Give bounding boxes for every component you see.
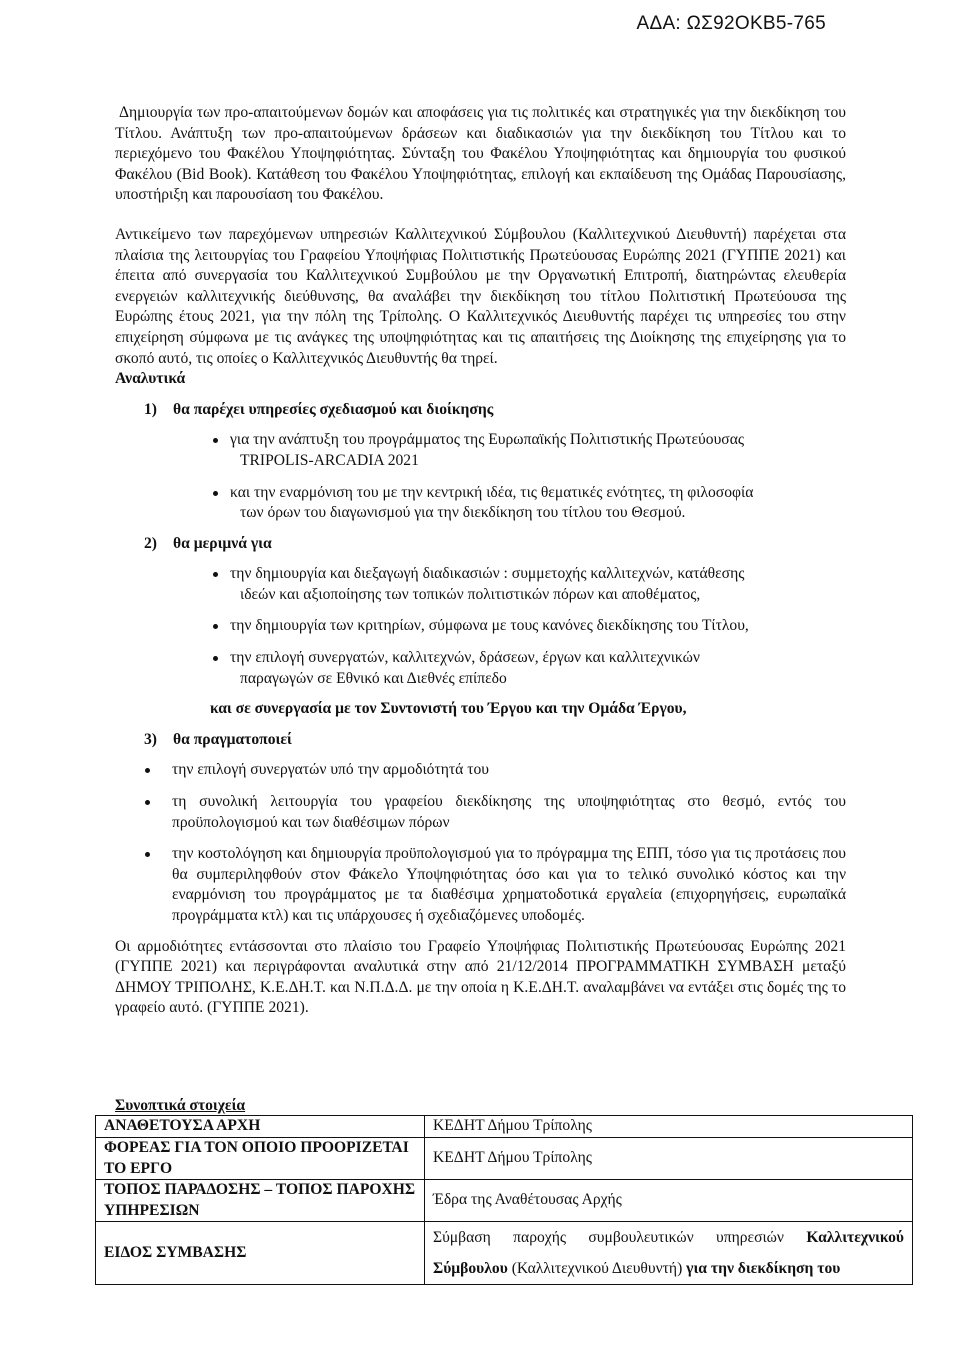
list-item: την επιλογή συνεργατών, καλλιτεχνών, δράσεων, έργων και καλλιτεχνικών παραγωγών σε Εθνικό και Διεθνές επίπεδο [115,648,846,689]
bullet-icon [213,491,218,496]
document-id-code: ΑΔΑ: ΩΣ92ΟΚΒ5-765 [636,13,826,34]
bullet-icon [145,768,150,773]
document-body [115,103,846,1019]
section-2 [115,534,846,720]
table-row [96,1138,913,1180]
row-value: Έδρα της Αναθέτουσας Αρχής [425,1180,913,1222]
list-item: την δημιουργία και διεξαγωγή διαδικασιών : συμμετοχής καλλιτεχνών, κατάθεσης ιδεών και αξιοποίησης των τοπικών πολιτιστικών πόρων και αποθέματος, [115,564,846,605]
list-item: την δημιουργία των κριτηρίων, σύμφωνα με τους κανόνες διεκδίκησης του Τίτλου, [115,616,846,637]
bullet-icon [213,572,218,577]
intro-paragraph: Δημιουργία των προ-απαιτούμενων δομών και αποφάσεις για τις πολιτικές και στρατηγικές για την διεκδίκηση του Τίτλου. Ανάπτυξη των προ-απαιτούμενων δράσεων και διαδικασιών για την διεκδίκηση του Τίτλου και το περιεχόμενο του Φακέλου Υποψηφιότητας. Σύνταξη του Φακέλου Υποψηφιότητας και δημιουργία του φυσικού Φακέλου (Bid Book). Κατάθεση του Φακέλου Υποψηφιότητας, επιλογή και εκπαίδευση της Ομάδας Παρουσίασης, υποστήριξη και παρουσίαση του Φακέλου. [115,104,846,204]
list-item: την επιλογή συνεργατών υπό την αρμοδιότητά του [115,760,846,781]
section-title: 2) θα μεριμνά για [115,534,846,555]
section-1 [115,400,846,524]
bullet-icon [213,438,218,443]
list-item: τη συνολική λειτουργία του γραφείου διεκδίκησης της υποψηφιότητας στο θεσμό, εντός του προϋπολογισμού και των διαθέσιμων πόρων [115,792,846,833]
row-value: ΚΕΔΗΤ Δήμου Τρίπολης [425,1138,913,1180]
section-number: 2) [144,534,157,552]
section-title: 1) θα παρέχει υπηρεσίες σχεδιασμού και διοίκησης [115,400,846,421]
table-row [96,1116,913,1138]
row-value: ΚΕΔΗΤ Δήμου Τρίπολης [425,1116,913,1138]
table-row [96,1222,913,1285]
summary-table [95,1115,913,1285]
section-number: 1) [144,400,157,418]
row-label: ΕΙΔΟΣ ΣΥΜΒΑΣΗΣ [96,1222,425,1285]
bullet-icon [213,624,218,629]
row-label: ΑΝΑΘΕΤΟΥΣΑ ΑΡΧΗ [96,1116,425,1138]
bullet-icon [145,852,150,857]
list-item: την κοστολόγηση και δημιουργία προϋπολογισμού για το πρόγραμμα της ΕΠΠ, τόσο για τις προτάσεις που θα συμπεριληφθούν στον Φάκελο Υποψηφιότητας όσο και για το τελικό συνολικό κόστος και την εναρμόνιση του προγράμματος με τα διαθέσιμα χρηματοδοτικά εργαλεία (επιχορηγήσεις, ευρωπαϊκά προγράμματα κτλ) και τις υπάρχουσες ή σχεδιαζόμενες υποδομές. [115,844,846,926]
list-item: και την εναρμόνιση του με την κεντρική ιδέα, τις θεματικές ενότητες, τη φιλοσοφία των όρων του διαγωνισμού για την διεκδίκηση του τίτλου του Θεσμού. [115,483,846,524]
row-label: ΦΟΡΕΑΣ ΓΙΑ ΤΟΝ ΟΠΟΙΟ ΠΡΟΟΡΙΖΕΤΑΙ ΤΟ ΕΡΓΟ [96,1138,425,1180]
section-title: 3) θα πραγματοποιεί [115,730,846,751]
section-3 [115,730,846,927]
summary-section [95,1097,915,1285]
section-closing: και σε συνεργασία με τον Συντονιστή του Έργου και την Ομάδα Έργου, [210,700,687,718]
summary-caption: Συνοπτικά στοιχεία [115,1097,246,1114]
responsibilities-paragraph: Οι αρμοδιότητες εντάσσονται στο πλαίσιο του Γραφείο Υποψήφιας Πολιτιστικής Πρωτεύουσας Ευρώπης 2021 (ΓΥΠΠΕ 2021) και περιγράφονται αναλυτικά στην από 21/12/2014 ΠΡΟΓΡΑΜΜΑΤΙΚΗ ΣΥΜΒΑΣΗ μεταξύ ΔΗΜΟΥ ΤΡΙΠΟΛΗΣ, Κ.Ε.ΔΗ.Τ. και Ν.Π.Δ.Δ. με την οποία η Κ.Ε.ΔΗ.Τ. αναλαμβάνει να εντάξει στις δομές της το γραφείο αυτό. (ΓΥΠΠΕ 2021). [115,937,846,1017]
bullet-icon [145,800,150,805]
table-row [96,1180,913,1222]
details-heading: Αναλυτικά [115,370,186,388]
list-item: για την ανάπτυξη του προγράμματος της Ευρωπαϊκής Πολιτιστικής Πρωτεύουσας TRIPOLIS-ARCADIA 2021 [115,430,846,471]
object-paragraph: Αντικείμενο των παρεχόμενων υπηρεσιών Καλλιτεχνικού Σύμβουλου (Καλλιτεχνικού Διευθυντή) παρέχεται στα πλαίσια της λειτουργίας του Γραφείου Υποψήφιας Πολιτιστικής Πρωτεύουσας Ευρώπης 2021 (ΓΥΠΠΕ 2021) και έπειτα από συνεργασία του Καλλιτεχνικού Συμβούλου με την Οργανωτική Επιτροπή, διατηρώντας ελευθερία ενεργειών καλλιτεχνικής διεύθυνσης, θα αναλάβει την διεκδίκηση του τίτλου Πολιτιστική Πρωτεύουσα της Ευρώπης έτους 2021, για την πόλη της Τρίπολης. Ο Καλλιτεχνικός Διευθυντής παρέχει τις υπηρεσίες του στην επιχείρηση σύμφωνα με τις ανάγκες της υποψηφιότητας και τις απαιτήσεις της Διοίκησης της επιχείρησης για το σκοπό αυτό, τις οποίες ο Καλλιτεχνικός Διευθυντής θα τηρεί. [115,225,846,367]
row-label: ΤΟΠΟΣ ΠΑΡΑΔΟΣΗΣ – ΤΟΠΟΣ ΠΑΡΟΧΗΣ ΥΠΗΡΕΣΙΩΝ [96,1180,425,1222]
row-value: Σύμβαση παροχής συμβουλευτικών υπηρεσιών Καλλιτεχνικού Σύμβουλου (Καλλιτεχνικού Διευθυντή) για την διεκδίκηση του [425,1222,913,1285]
section-number: 3) [144,730,157,748]
bullet-icon [213,656,218,661]
